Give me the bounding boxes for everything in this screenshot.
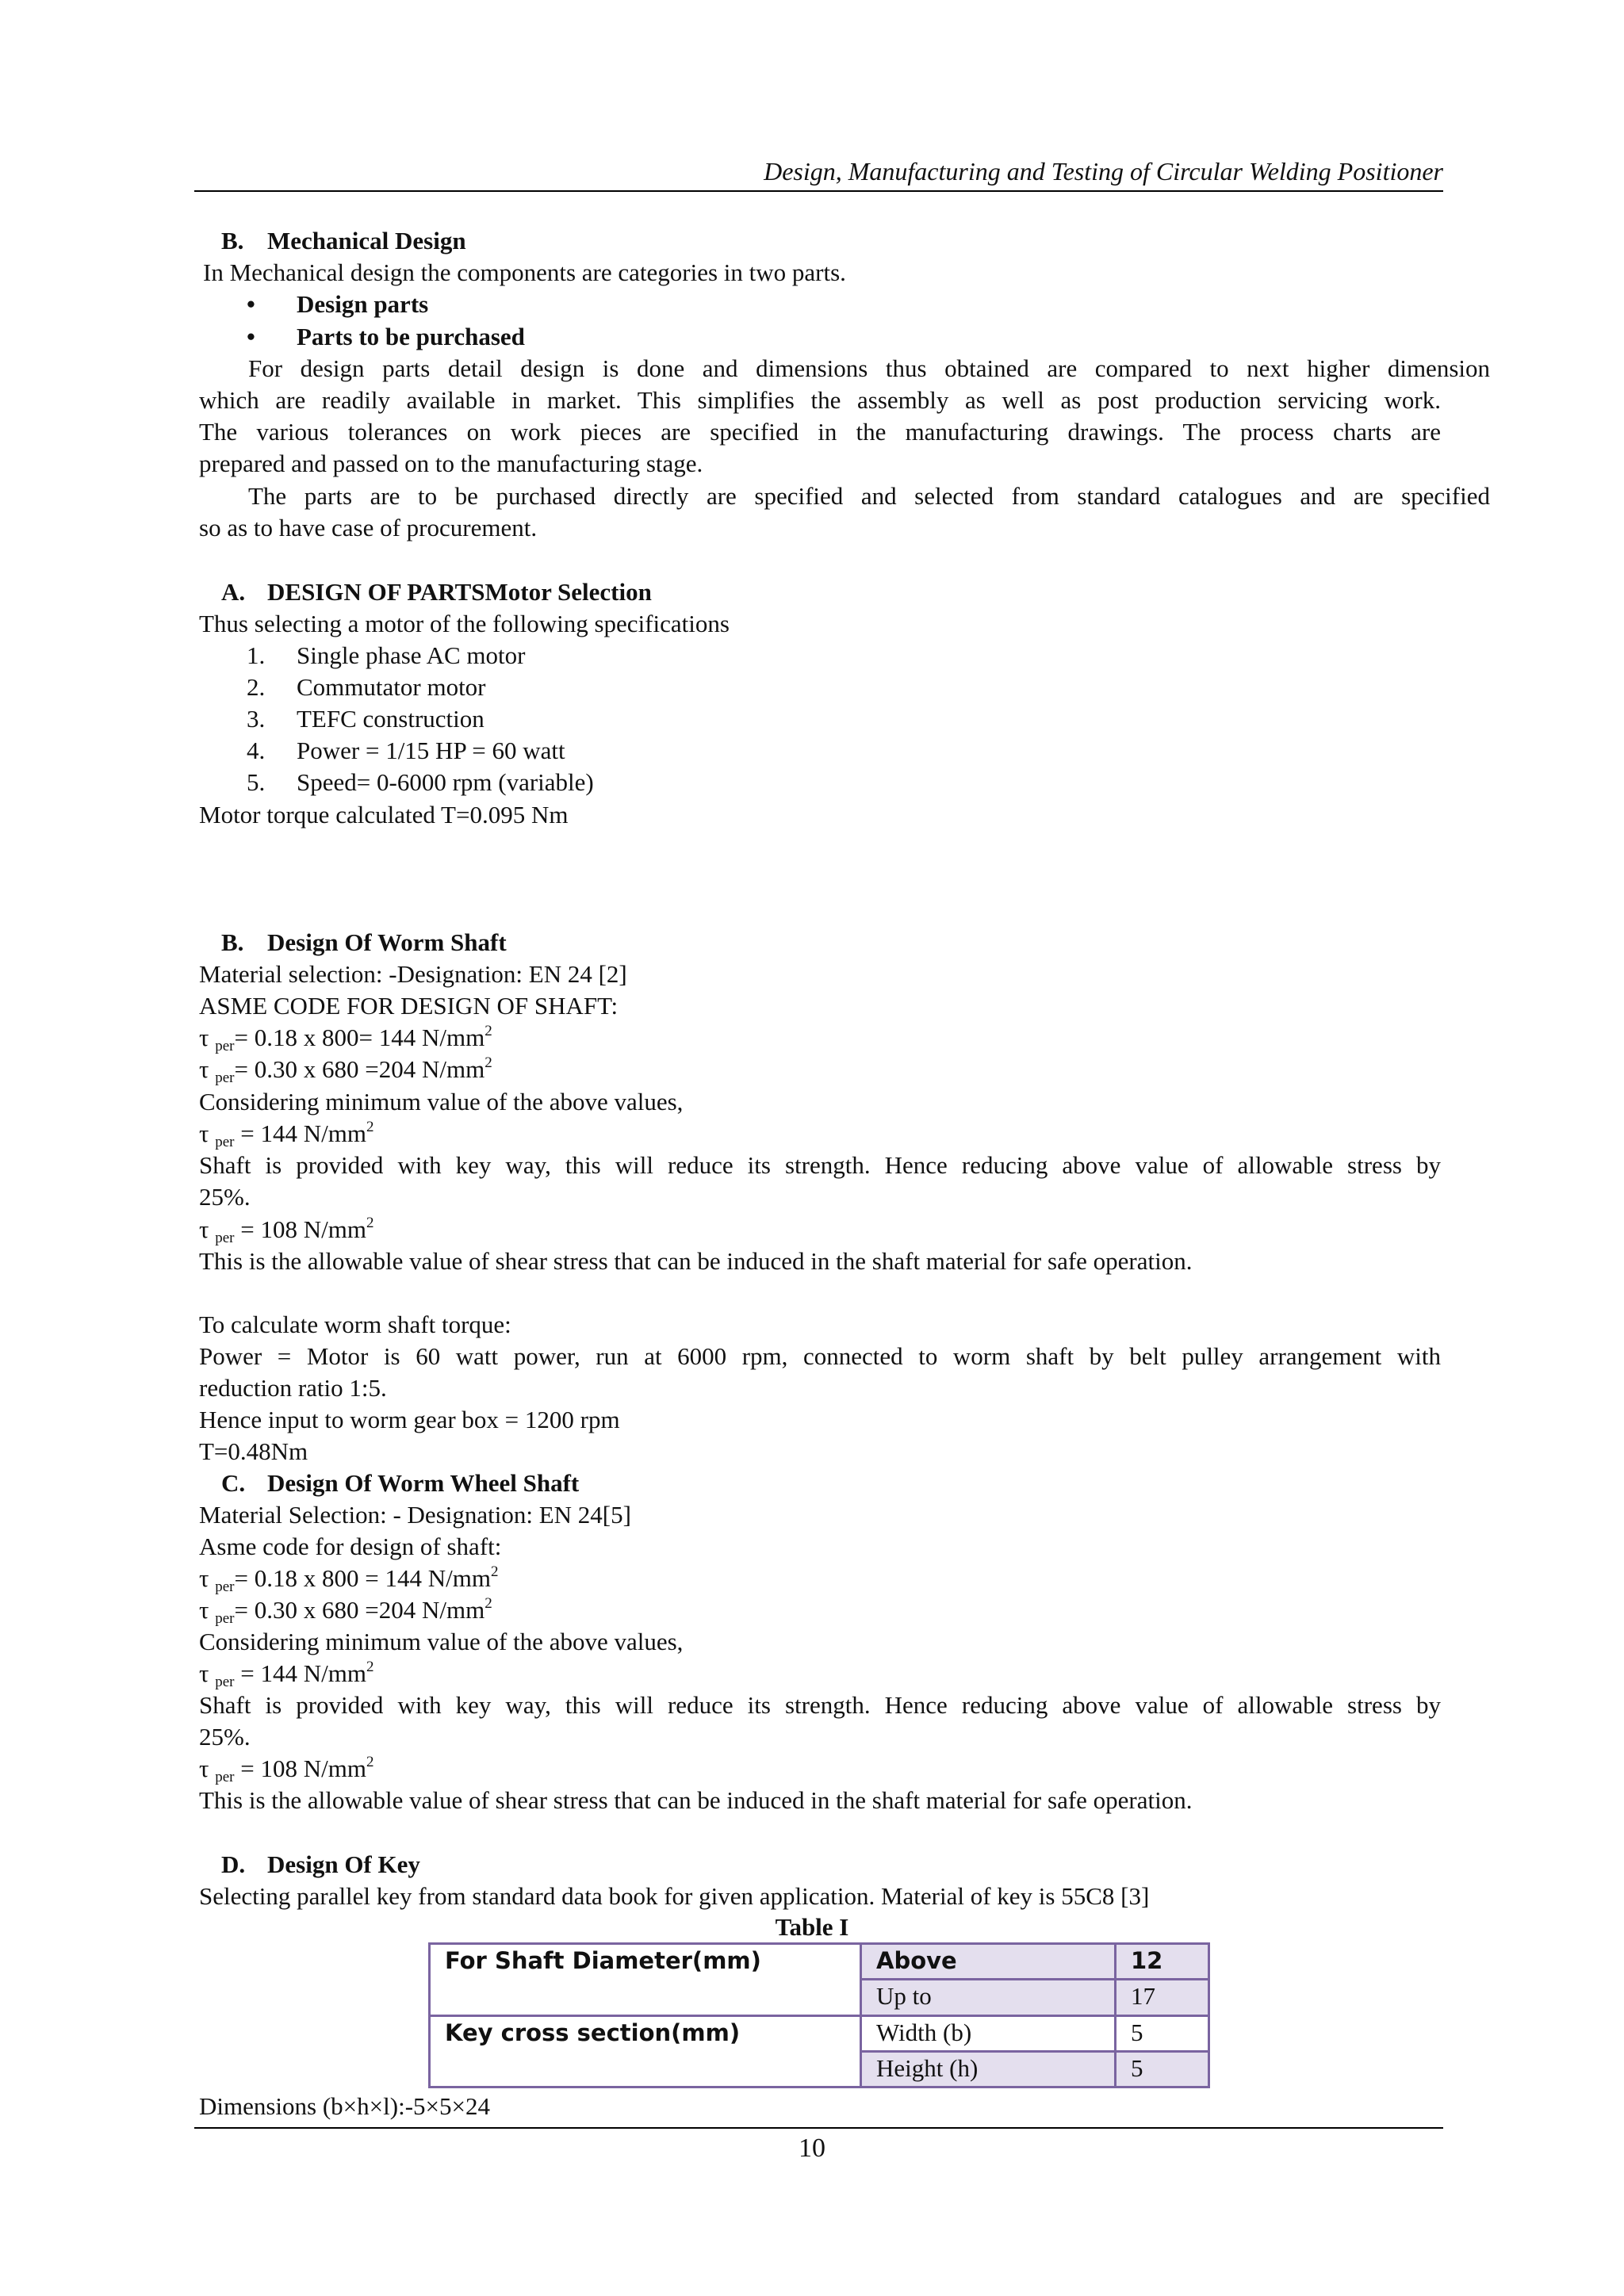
superscript: 2 (366, 1215, 374, 1231)
equation (199, 1658, 1441, 1689)
table-cell: For Shaft Diameter(mm) (430, 1944, 861, 2016)
tau-symbol: τ (199, 1215, 209, 1243)
heading-text: Design Of Worm Wheel Shaft (267, 1469, 580, 1497)
bullet-text: Parts to be purchased (297, 323, 525, 350)
subscript: per (215, 1230, 235, 1246)
paragraph-line: Power = Motor is 60 watt power, run at 6000 rpm, connected to worm shaft by belt pulley arrangement with (199, 1342, 1441, 1370)
superscript: 2 (485, 1054, 492, 1071)
table-row (430, 1944, 1209, 1980)
table-cell: Height (h) (861, 2051, 1116, 2087)
superscript: 2 (366, 1659, 374, 1675)
superscript: 2 (366, 1754, 374, 1770)
heading-label: D. (221, 1850, 246, 1878)
equation-text: = 0.18 x 800 = 144 N/mm (234, 1564, 491, 1592)
heading-label: B. (221, 928, 244, 956)
paragraph-line: prepared and passed on to the manufacturing stage. (199, 450, 703, 477)
worm-considering: Considering minimum value of the above values, (199, 1088, 684, 1115)
equation (199, 1563, 1441, 1594)
list-item (247, 672, 486, 703)
superscript: 2 (490, 1563, 499, 1580)
table-cell: Above (861, 1944, 1116, 1980)
heading-text: DESIGN OF PARTSMotor Selection (267, 578, 652, 606)
wheel-considering: Considering minimum value of the above values, (199, 1628, 684, 1655)
motor-torque: Motor torque calculated T=0.095 Nm (199, 801, 569, 828)
heading-text: Design Of Worm Shaft (267, 928, 507, 956)
heading-label: B. (221, 227, 244, 254)
list-text: Speed= 0-6000 rpm (variable) (297, 768, 594, 796)
equation-text: = 108 N/mm (234, 1755, 366, 1782)
list-item (247, 640, 525, 672)
wheel-material: Material Selection: - Designation: EN 24[5] (199, 1501, 631, 1529)
equation-text: = 0.18 x 800= 144 N/mm (234, 1024, 485, 1051)
table-cell: 5 (1116, 2051, 1209, 2087)
tau-symbol: τ (199, 1755, 209, 1782)
equation-text: = 108 N/mm (234, 1215, 366, 1243)
heading-design-of-key (199, 1849, 1441, 1881)
list-text: Power = 1/15 HP = 60 watt (297, 737, 565, 764)
table-cell: Width (b) (861, 2015, 1116, 2051)
heading-label: C. (221, 1469, 246, 1497)
paragraph-line: so as to have case of procurement. (199, 514, 538, 541)
table-row (430, 2015, 1209, 2051)
paragraph-line: The various tolerances on work pieces are specified in the manufacturing drawings. The process charts are (199, 418, 1441, 446)
bullet-dot: • (247, 290, 255, 318)
table-cell: Up to (861, 1980, 1116, 2015)
list-text: Single phase AC motor (297, 641, 526, 669)
worm-input: Hence input to worm gear box = 1200 rpm (199, 1406, 620, 1433)
equation (199, 1214, 1441, 1246)
equation (199, 1594, 1441, 1626)
subscript: per (215, 1134, 235, 1150)
worm-material: Material selection: -Designation: EN 24 [2] (199, 960, 627, 988)
paragraph-line: Shaft is provided with key way, this will reduce its strength. Hence reducing above value of allowable stress by (199, 1151, 1441, 1179)
paragraph-line: 25%. (199, 1183, 251, 1211)
list-text: Commutator motor (297, 673, 486, 701)
subscript: per (215, 1674, 235, 1690)
page-number: 10 (799, 2133, 825, 2163)
tau-symbol: τ (199, 1119, 209, 1147)
subscript: per (215, 1769, 235, 1785)
equation-text: = 0.30 x 680 =204 N/mm (234, 1055, 485, 1083)
superscript: 2 (366, 1119, 374, 1135)
heading-text: Mechanical Design (267, 227, 466, 254)
equation (199, 1753, 1441, 1785)
paragraph-line: Shaft is provided with key way, this will reduce its strength. Hence reducing above value of allowable stress by (199, 1691, 1441, 1719)
equation (199, 1022, 1441, 1054)
footer-rule (194, 2127, 1443, 2129)
heading-mechanical-design (199, 225, 1441, 257)
bullet-text: Design parts (297, 290, 429, 318)
tau-symbol: τ (199, 1055, 209, 1083)
table-cell: 5 (1116, 2015, 1209, 2051)
list-item (247, 703, 485, 735)
wheel-code: Asme code for design of shaft: (199, 1533, 502, 1560)
paragraph-line: 25%. (199, 1723, 251, 1751)
paragraph-line: The parts are to be purchased directly are specified and selected from standard catalogues and are specified (248, 482, 1490, 510)
equation (199, 1118, 1441, 1150)
equation (199, 1054, 1441, 1085)
table-caption: Table I (775, 1913, 849, 1941)
worm-code: ASME CODE FOR DESIGN OF SHAFT: (199, 992, 619, 1020)
paragraph-line: reduction ratio 1:5. (199, 1374, 387, 1402)
bullet-dot: • (247, 323, 255, 350)
list-item (247, 767, 594, 798)
subscript: per (215, 1038, 235, 1054)
running-header: Design, Manufacturing and Testing of Circular Welding Positioner (764, 157, 1443, 186)
subscript: per (215, 1070, 235, 1086)
header-rule (194, 190, 1443, 192)
bullet-item (247, 321, 525, 353)
equation-text: = 144 N/mm (234, 1659, 366, 1687)
mechanical-intro: In Mechanical design the components are categories in two parts. (203, 258, 846, 286)
heading-worm-wheel-shaft (199, 1468, 1441, 1499)
subscript: per (215, 1610, 235, 1627)
equation-text: = 0.30 x 680 =204 N/mm (234, 1596, 485, 1624)
table-cell: 12 (1116, 1944, 1209, 1980)
worm-torque-result: T=0.48Nm (199, 1437, 308, 1465)
paragraph-line: which are readily available in market. This simplifies the assembly as well as post production servicing work. (199, 386, 1441, 414)
list-number: 3. (247, 705, 266, 733)
superscript: 2 (485, 1595, 492, 1612)
list-number: 2. (247, 673, 266, 701)
list-number: 5. (247, 768, 266, 796)
list-number: 4. (247, 737, 266, 764)
key-dimensions: Dimensions (b×h×l):-5×5×24 (199, 2092, 490, 2120)
tau-symbol: τ (199, 1024, 209, 1051)
tau-symbol: τ (199, 1659, 209, 1687)
table-cell: Key cross section(mm) (430, 2015, 861, 2087)
paragraph-line: This is the allowable value of shear stress that can be induced in the shaft material for safe operation. (199, 1247, 1193, 1275)
list-text: TEFC construction (297, 705, 485, 733)
heading-text: Design Of Key (267, 1850, 420, 1878)
paragraph-line: For design parts detail design is done and dimensions thus obtained are compared to next higher dimension (248, 354, 1490, 382)
heading-worm-shaft (199, 927, 1441, 959)
list-item (247, 735, 565, 767)
worm-torque-heading: To calculate worm shaft torque: (199, 1311, 511, 1338)
paragraph-line: This is the allowable value of shear stress that can be induced in the shaft material for safe operation. (199, 1786, 1193, 1814)
equation-text: = 144 N/mm (234, 1119, 366, 1147)
tau-symbol: τ (199, 1596, 209, 1624)
subscript: per (215, 1578, 235, 1595)
key-dimensions-table (428, 1942, 1210, 2088)
table-cell: 17 (1116, 1980, 1209, 2015)
motor-intro: Thus selecting a motor of the following specifications (199, 610, 730, 637)
heading-design-of-parts (199, 576, 1441, 608)
bullet-item (247, 289, 428, 320)
key-intro: Selecting parallel key from standard data book for given application. Material of key is 55C8 [3] (199, 1882, 1150, 1910)
list-number: 1. (247, 641, 266, 669)
tau-symbol: τ (199, 1564, 209, 1592)
superscript: 2 (485, 1023, 492, 1039)
heading-label: A. (221, 578, 246, 606)
